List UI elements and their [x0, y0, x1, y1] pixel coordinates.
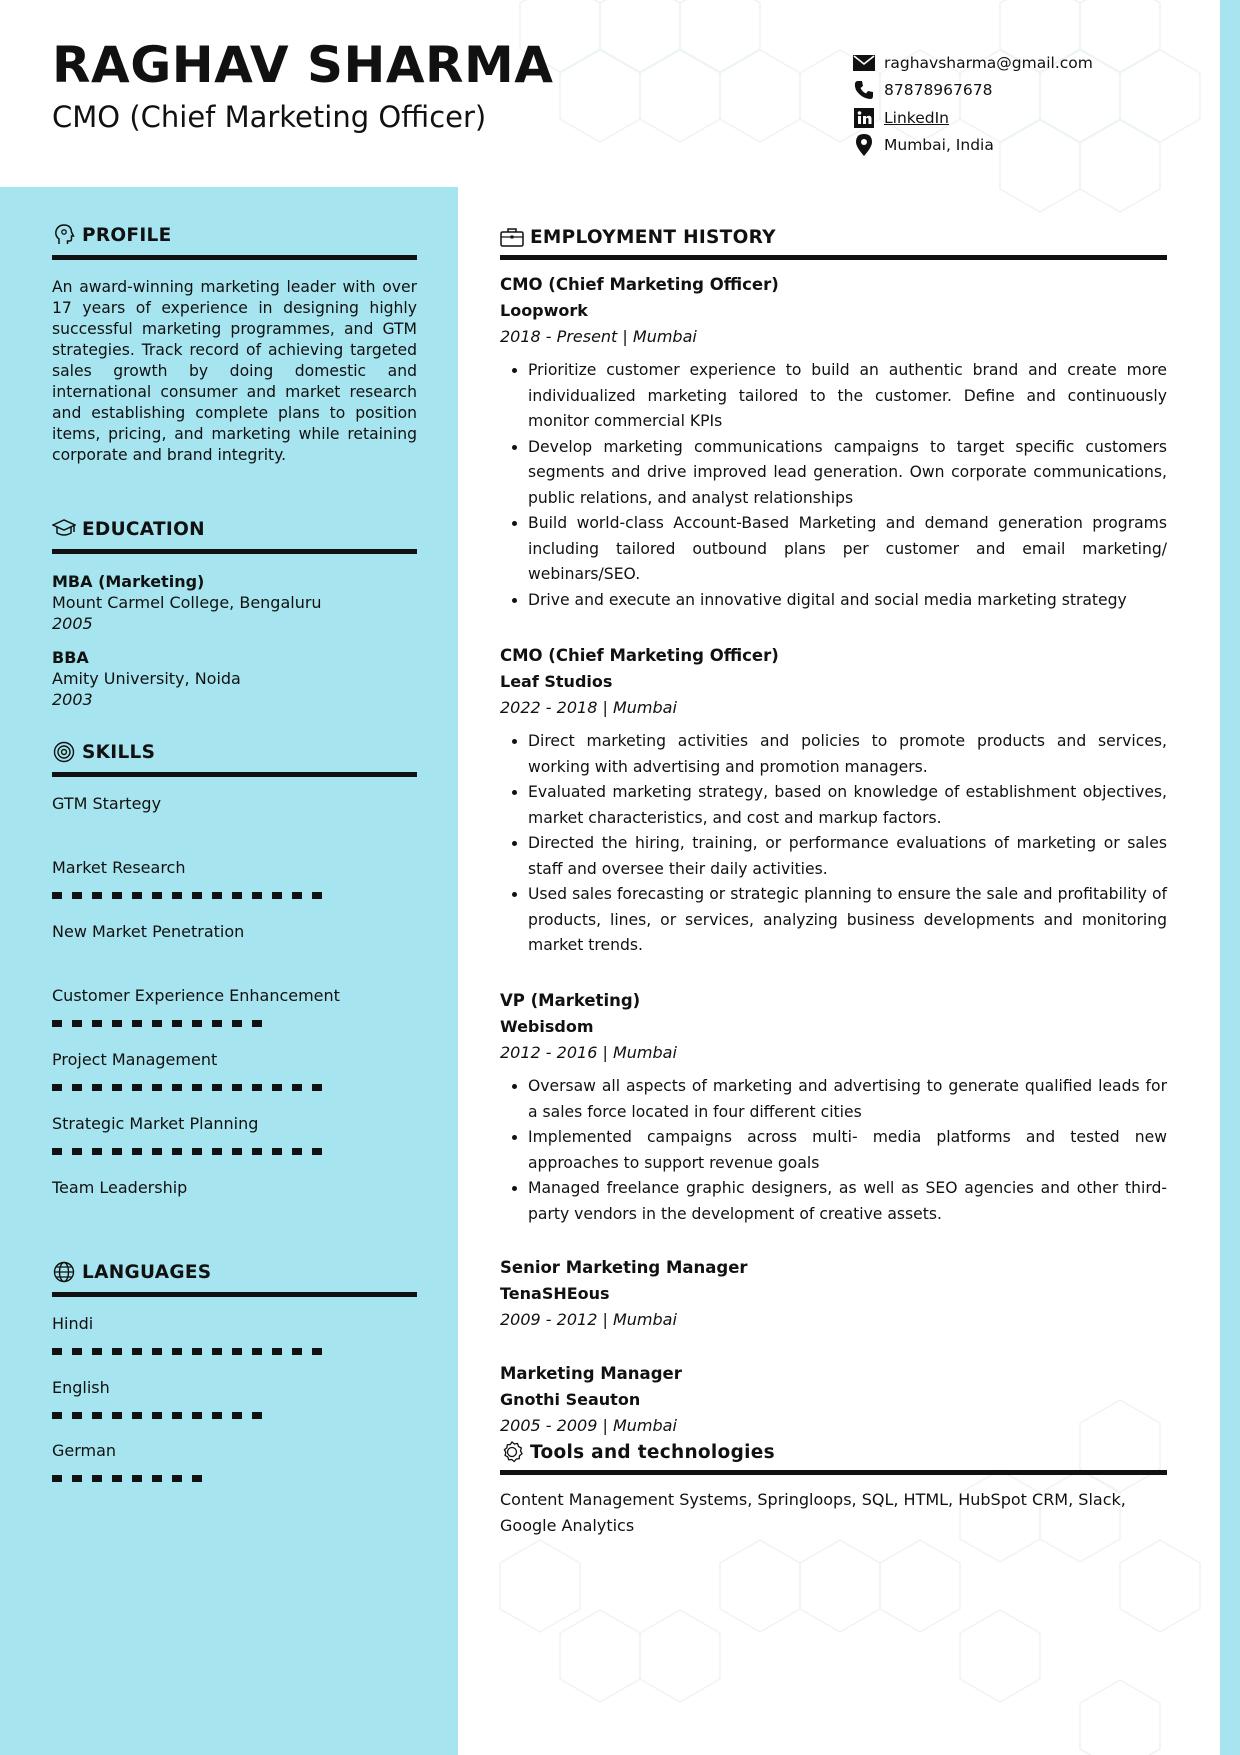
left-sidebar	[0, 187, 458, 1755]
education-school: Amity University, Noida	[52, 669, 241, 688]
job-bullet: • Oversaw all aspects of marketing and advertising to generate qualified leads for a sales force located in four different cities	[528, 1074, 1167, 1125]
level-dot	[252, 1412, 262, 1419]
job-entry	[500, 272, 1167, 613]
tools-heading-label: Tools and technologies	[530, 1441, 775, 1463]
skill-level-bar	[52, 1084, 332, 1092]
language-level-bar	[52, 1412, 272, 1420]
level-dot	[252, 1020, 262, 1027]
level-dot	[52, 1148, 62, 1155]
candidate-name: RAGHAV SHARMA	[52, 36, 554, 94]
level-dot	[72, 1020, 82, 1027]
level-dot	[252, 1348, 262, 1355]
level-dot	[152, 892, 162, 899]
level-dot	[72, 1148, 82, 1155]
job-bullets	[500, 1074, 1167, 1227]
level-dot	[192, 1084, 202, 1091]
job-dates: 2022 - 2018 | Mumbai	[500, 698, 677, 717]
level-dot	[212, 1020, 222, 1027]
candidate-title: CMO (Chief Marketing Officer)	[52, 100, 487, 134]
level-dot	[152, 1020, 162, 1027]
level-dot	[152, 1475, 162, 1482]
job-bullet: • Build world-class Account-Based Marketing and demand generation programs including tailored outbound plans per customer and email marketing/ webinars/SEO.	[528, 511, 1167, 588]
education-degree: BBA	[52, 648, 89, 667]
level-dot	[232, 1348, 242, 1355]
education-heading-label: EDUCATION	[82, 518, 205, 540]
level-dot	[52, 1475, 62, 1482]
skill-name: New Market Penetration	[52, 922, 245, 941]
contact-phone	[852, 77, 1093, 105]
profile-heading-label: PROFILE	[82, 224, 172, 246]
skill-name: Project Management	[52, 1050, 218, 1069]
level-dot	[312, 892, 322, 899]
level-dot	[252, 1148, 262, 1155]
job-bullet: • Prioritize customer experience to build an authentic brand and create more individualized marketing tailored to the customer. Define and continuously monitor commercial KPIs	[528, 358, 1167, 435]
level-dot	[92, 1020, 102, 1027]
job-entry	[500, 1255, 1167, 1333]
level-dot	[52, 1020, 62, 1027]
employment-heading-label: EMPLOYMENT HISTORY	[530, 226, 776, 248]
right-accent-stripe	[1220, 0, 1240, 1755]
language-level-bar	[52, 1348, 332, 1356]
job-title: Senior Marketing Manager	[500, 1258, 748, 1277]
level-dot	[232, 1084, 242, 1091]
education-year: 2005	[52, 614, 93, 633]
job-entry	[500, 988, 1167, 1227]
briefcase-icon	[500, 225, 524, 249]
level-dot	[72, 1412, 82, 1419]
level-dot	[152, 1348, 162, 1355]
job-dates: 2012 - 2016 | Mumbai	[500, 1043, 677, 1062]
profile-text: An award-winning marketing leader with over 17 years of experience in designing highly successful marketing programmes, and GTM strategies. Track record of achieving targeted sales growth by doing domestic and international consumer and market research and establishing complete plans to position items, pricing, and marketing while retaining corporate and brand integrity.	[52, 278, 417, 464]
level-dot	[52, 892, 62, 899]
email-text[interactable]: raghavsharma@gmail.com	[884, 53, 1093, 72]
level-dot	[292, 1084, 302, 1091]
level-dot	[172, 1475, 182, 1482]
job-title: CMO (Chief Marketing Officer)	[500, 275, 779, 294]
education-item	[52, 647, 417, 710]
level-dot	[172, 1084, 182, 1091]
level-dot	[112, 1412, 122, 1419]
skills-heading-label: SKILLS	[82, 741, 156, 763]
languages-rule	[52, 1292, 417, 1297]
employment-heading	[500, 225, 776, 249]
level-dot	[132, 1475, 142, 1482]
education-school: Mount Carmel College, Bengaluru	[52, 593, 322, 612]
level-dot	[52, 1084, 62, 1091]
language-level-bar	[52, 1475, 212, 1483]
level-dot	[132, 1020, 142, 1027]
skills-rule	[52, 772, 417, 777]
level-dot	[312, 1148, 322, 1155]
level-dot	[192, 1475, 202, 1482]
level-dot	[72, 1348, 82, 1355]
job-dates: 2005 - 2009 | Mumbai	[500, 1416, 677, 1435]
level-dot	[92, 892, 102, 899]
tools-heading	[500, 1440, 775, 1464]
level-dot	[252, 1084, 262, 1091]
level-dot	[272, 1084, 282, 1091]
location-text: Mumbai, India	[884, 136, 994, 155]
level-dot	[132, 1348, 142, 1355]
education-heading	[52, 517, 205, 541]
level-dot	[92, 1412, 102, 1419]
skill-name: GTM Startegy	[52, 794, 162, 813]
languages-heading	[52, 1260, 211, 1284]
level-dot	[172, 1412, 182, 1419]
skill-level-bar	[52, 892, 332, 900]
level-dot	[92, 1148, 102, 1155]
level-dot	[172, 892, 182, 899]
job-dates: 2009 - 2012 | Mumbai	[500, 1310, 677, 1329]
job-company: Webisdom	[500, 1017, 594, 1036]
level-dot	[272, 1148, 282, 1155]
level-dot	[192, 1020, 202, 1027]
contact-linkedin	[852, 104, 1093, 132]
job-bullet: • Drive and execute an innovative digital and social media marketing strategy	[528, 588, 1167, 614]
level-dot	[92, 1348, 102, 1355]
level-dot	[112, 1020, 122, 1027]
contact-location	[852, 132, 1093, 160]
level-dot	[92, 1475, 102, 1482]
level-dot	[172, 1148, 182, 1155]
skill-level-bar	[52, 1020, 272, 1028]
envelope-icon	[852, 52, 876, 74]
skill-name: Customer Experience Enhancement	[52, 986, 340, 1005]
target-icon	[52, 740, 76, 764]
job-bullet: • Managed freelance graphic designers, as well as SEO agencies and other third-party vendors in the development of creative assets.	[528, 1176, 1167, 1227]
language-name: Hindi	[52, 1314, 94, 1333]
tools-text: Content Management Systems, Springloops, SQL, HTML, HubSpot CRM, Slack, Google Analytics	[500, 1490, 1126, 1535]
level-dot	[252, 892, 262, 899]
level-dot	[152, 1412, 162, 1419]
linkedin-icon	[852, 107, 876, 129]
education-degree: MBA (Marketing)	[52, 572, 205, 591]
job-bullet: • Used sales forecasting or strategic planning to ensure the sale and profitability of products, lines, or services, analyzing business developments and monitoring market trends.	[528, 882, 1167, 959]
level-dot	[192, 1348, 202, 1355]
location-pin-icon	[852, 134, 876, 156]
level-dot	[212, 1148, 222, 1155]
level-dot	[232, 1020, 242, 1027]
level-dot	[92, 1084, 102, 1091]
employment-rule	[500, 255, 1167, 260]
level-dot	[132, 892, 142, 899]
tools-rule	[500, 1470, 1167, 1475]
phone-text[interactable]: 87878967678	[884, 81, 993, 100]
job-company: Leaf Studios	[500, 672, 613, 691]
job-title: CMO (Chief Marketing Officer)	[500, 646, 779, 665]
job-title: VP (Marketing)	[500, 991, 641, 1010]
job-entry	[500, 1361, 1167, 1439]
level-dot	[212, 1348, 222, 1355]
level-dot	[152, 1148, 162, 1155]
badge-icon	[500, 1440, 524, 1464]
job-dates: 2018 - Present | Mumbai	[500, 327, 697, 346]
skills-heading	[52, 740, 155, 764]
level-dot	[192, 892, 202, 899]
languages-heading-label: LANGUAGES	[82, 1261, 212, 1283]
graduation-cap-icon	[52, 517, 76, 541]
level-dot	[132, 1148, 142, 1155]
level-dot	[212, 1084, 222, 1091]
profile-rule	[52, 255, 417, 260]
level-dot	[312, 1084, 322, 1091]
level-dot	[112, 1148, 122, 1155]
job-company: Gnothi Seauton	[500, 1390, 641, 1409]
skill-name: Strategic Market Planning	[52, 1114, 259, 1133]
education-rule	[52, 549, 417, 554]
level-dot	[192, 1412, 202, 1419]
level-dot	[212, 1412, 222, 1419]
language-name: German	[52, 1441, 117, 1460]
contact-email	[852, 49, 1093, 77]
level-dot	[292, 1148, 302, 1155]
linkedin-link[interactable]: LinkedIn	[884, 108, 949, 127]
level-dot	[132, 1412, 142, 1419]
level-dot	[132, 1084, 142, 1091]
level-dot	[232, 1412, 242, 1419]
main-column	[458, 187, 1220, 1755]
level-dot	[52, 1348, 62, 1355]
job-bullet: • Evaluated marketing strategy, based on knowledge of establishment objectives, market characteristics, and cost and markup factors.	[528, 780, 1167, 831]
job-company: Loopwork	[500, 301, 588, 320]
job-entry	[500, 643, 1167, 959]
level-dot	[272, 1348, 282, 1355]
education-year: 2003	[52, 690, 93, 709]
globe-icon	[52, 1260, 76, 1284]
phone-icon	[852, 79, 876, 101]
job-bullet: • Develop marketing communications campaigns to target specific customers segments and drive improved lead generation. Own corporate communications, public relations, and analyst relationships	[528, 435, 1167, 512]
level-dot	[232, 1148, 242, 1155]
level-dot	[172, 1348, 182, 1355]
level-dot	[72, 892, 82, 899]
resume-header	[0, 0, 1220, 187]
level-dot	[112, 1348, 122, 1355]
job-company: TenaSHEous	[500, 1284, 610, 1303]
level-dot	[212, 892, 222, 899]
contact-block	[852, 49, 1093, 159]
profile-heading	[52, 223, 172, 247]
job-bullet: • Directed the hiring, training, or performance evaluations of marketing or sales staff and oversee their daily activities.	[528, 831, 1167, 882]
job-bullet: • Implemented campaigns across multi- media platforms and tested new approaches to support revenue goals	[528, 1125, 1167, 1176]
level-dot	[232, 892, 242, 899]
language-name: English	[52, 1378, 110, 1397]
job-title: Marketing Manager	[500, 1364, 682, 1383]
level-dot	[112, 1475, 122, 1482]
level-dot	[152, 1084, 162, 1091]
level-dot	[72, 1475, 82, 1482]
education-item	[52, 571, 417, 634]
level-dot	[72, 1084, 82, 1091]
job-bullets	[500, 729, 1167, 959]
level-dot	[272, 892, 282, 899]
level-dot	[312, 1348, 322, 1355]
job-bullets	[500, 358, 1167, 613]
skill-name: Team Leadership	[52, 1178, 188, 1197]
skill-name: Market Research	[52, 858, 186, 877]
level-dot	[292, 892, 302, 899]
level-dot	[192, 1148, 202, 1155]
head-icon	[52, 223, 76, 247]
level-dot	[172, 1020, 182, 1027]
job-bullet: • Direct marketing activities and policies to promote products and services, working with advertising and promotion managers.	[528, 729, 1167, 780]
skill-level-bar	[52, 1148, 332, 1156]
level-dot	[292, 1348, 302, 1355]
level-dot	[112, 892, 122, 899]
level-dot	[112, 1084, 122, 1091]
level-dot	[52, 1412, 62, 1419]
